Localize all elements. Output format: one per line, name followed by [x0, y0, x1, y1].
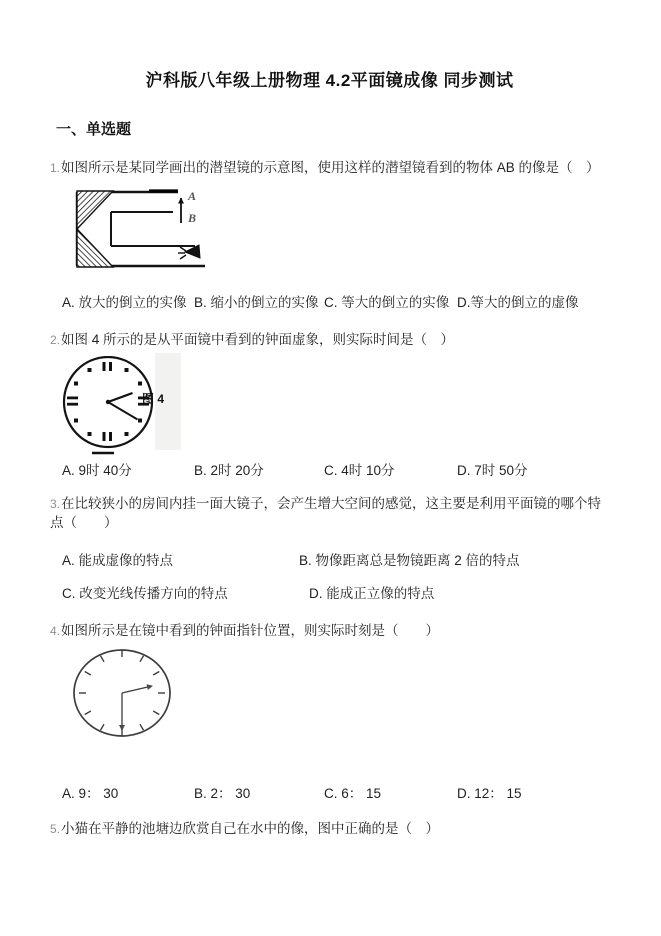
question-3-options: [50, 549, 609, 602]
label-b: B: [188, 211, 197, 226]
option-a: A. 能成虚像的特点: [62, 552, 174, 568]
question-3-text: 3.在比较狭小的房间内挂一面大镜子，会产生增大空间的感觉，这主要是利用平面镜的哪个特点（ ）: [50, 496, 602, 530]
question-4: [50, 622, 609, 802]
option-c: C. 改变光线传播方向的特点: [62, 585, 228, 601]
option-d: D. 7时 50分: [457, 463, 528, 479]
question-1-options: [50, 291, 609, 311]
clock-face: [64, 357, 152, 453]
question-4-text: 4.如图所示是在镜中看到的钟面指针位置，则实际时刻是（ ）: [50, 622, 440, 638]
option-d: D.等大的倒立的虚像: [457, 295, 579, 311]
option-a: A. 放大的倒立的实像: [62, 295, 187, 311]
clock-mirror2-icon: [68, 646, 178, 742]
option-a: A. 9： 30: [62, 786, 119, 802]
question-number: 3.: [50, 497, 61, 512]
question-2: [50, 331, 609, 479]
question-5: [50, 820, 609, 838]
mirrored-clock-figure-2: [68, 646, 609, 742]
option-c: C. 4时 10分: [324, 463, 395, 479]
mirror-bottom-icon: [77, 229, 113, 267]
question-number: 5.: [50, 822, 61, 837]
hour-hand: [108, 393, 133, 402]
periscope-figure: [65, 185, 609, 278]
mirror-top-icon: [77, 191, 113, 229]
option-b: B. 缩小的倒立的实像: [194, 295, 319, 311]
option-d: D. 能成正立像的特点: [309, 585, 435, 601]
label-a: A: [188, 189, 197, 204]
eye-icon: [178, 245, 200, 259]
option-a: A. 9时 40分: [62, 463, 132, 479]
question-2-text: 2.如图 4 所示的是从平面镜中看到的钟面虚象，则实际时间是（ ）: [50, 332, 455, 348]
option-b: B. 物像距离总是物镜距离 2 倍的特点: [299, 552, 520, 568]
option-d: D. 12： 15: [457, 786, 522, 802]
figure4-caption: 图 4: [142, 392, 165, 407]
question-1-text: 1.如图所示是某同学画出的潜望镜的示意图，使用这样的潜望镜看到的物体 AB 的像是（ ）: [50, 160, 600, 175]
question-5-text: 5.小猫在平静的池塘边欣赏自己在水中的像，图中正确的是（ ）: [50, 821, 440, 837]
periscope-diagram-icon: [65, 185, 215, 273]
page-title: 沪科版八年级上册物理 4.2平面镜成像 同步测试: [145, 71, 514, 90]
question-4-options: [50, 782, 609, 802]
question-number: 2.: [50, 333, 61, 348]
option-c: C. 等大的倒立的实像: [324, 295, 450, 311]
option-b: B. 2： 30: [194, 786, 251, 802]
clock-face: [74, 650, 170, 736]
question-1: [50, 159, 609, 311]
hour-hand: [122, 686, 152, 693]
mirrored-clock-figure: [50, 353, 609, 457]
question-number: 4.: [50, 623, 61, 638]
question-3: [50, 495, 609, 601]
minute-hand: [108, 402, 138, 420]
question-number: 1.: [50, 161, 61, 175]
option-b: B. 2时 20分: [194, 463, 264, 479]
question-2-options: [50, 459, 609, 479]
option-c: C. 6： 15: [324, 786, 382, 802]
section-header: 一、单选题: [56, 121, 132, 138]
